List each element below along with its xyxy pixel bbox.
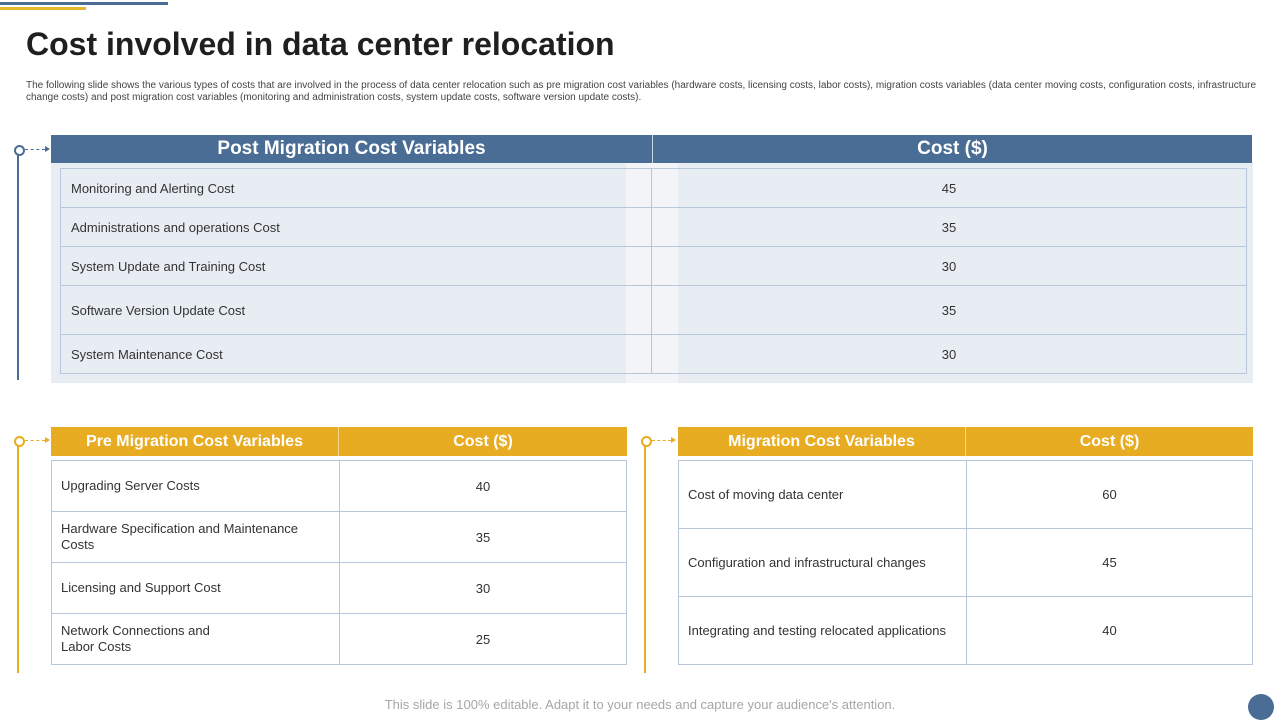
timeline-line-gold-right [644,441,646,673]
top-accent-bar-blue [0,2,168,5]
pre-migration-body [51,460,627,665]
table-row [679,529,1252,597]
post-migration-header-variable: Post Migration Cost Variables [51,135,653,163]
cost-value-cell: 30 [941,258,957,274]
cost-variable-cell: Licensing and Support Cost [52,563,340,613]
cost-variable-cell: Monitoring and Alerting Cost [61,169,652,207]
migration-header-cost: Cost ($) [1079,432,1140,450]
cost-variable-cell: Upgrading Server Costs [52,461,340,511]
timeline-dot-gold-right [641,436,652,447]
connector-arrow-gold-left [45,437,50,443]
migration-table [678,427,1253,665]
timeline-line-blue [17,150,19,380]
pre-migration-header-variable: Pre Migration Cost Variables [51,427,339,456]
table-row [61,335,1246,373]
cost-value-cell: 60 [1102,487,1117,502]
table-row [61,286,1246,335]
cost-value-cell: 25 [475,631,491,647]
cost-variable-cell: System Maintenance Cost [61,335,652,373]
cost-variable-cell: Network Connections and Labor Costs [52,614,340,664]
pre-migration-table [51,427,627,665]
table-row [52,512,626,563]
cost-value-cell: 30 [475,580,491,596]
cost-variable-cell: Software Version Update Cost [61,286,652,334]
connector-arrow-blue [45,146,50,152]
table-row [52,563,626,614]
cost-value-cell: 35 [941,302,957,318]
table-row [61,208,1246,247]
timeline-dot-blue [14,145,25,156]
cost-value-cell: 45 [1102,555,1117,570]
table-row [61,247,1246,286]
pre-migration-header [51,427,627,456]
migration-body [678,460,1253,665]
cost-value-cell: 40 [1102,623,1117,638]
migration-header [678,427,1253,456]
top-accent-bar-gold [0,7,86,10]
cost-variable-cell: Integrating and testing relocated applications [679,597,967,664]
cost-variable-cell: Administrations and operations Cost [61,208,652,246]
table-row [679,597,1252,664]
connector-arrow-gold-right [671,437,676,443]
slide-description: The following slide shows the various types of costs that are involved in the process of data center relocation such as pre migration cost variables (hardware costs, licensing costs, labor costs), migration costs variables (data center moving costs, configuration costs, infrastructure change costs) and post migration cost variables (monitoring and administration costs, system update costs, software version update costs). [26,80,1257,103]
cost-value-cell: 40 [475,478,491,494]
cost-value-cell: 45 [941,180,957,196]
table-row [61,169,1246,208]
post-migration-header [51,135,1252,163]
cost-variable-cell: Configuration and infrastructural changes [679,529,967,596]
page-title: Cost involved in data center relocation [26,26,615,62]
table-row [52,614,626,664]
timeline-dot-gold-left [14,436,25,447]
post-migration-header-cost: Cost ($) [917,138,988,159]
table-row [679,461,1252,529]
pre-migration-header-cost: Cost ($) [453,432,513,450]
connector-dash-gold-left [25,440,45,441]
timeline-line-gold-left [17,441,19,673]
connector-dash-blue [25,149,45,150]
cost-value-cell: 35 [941,219,957,235]
footer-note: This slide is 100% editable. Adapt it to your needs and capture your audience's attention. [384,697,896,712]
corner-circle-decoration [1248,694,1274,720]
cost-variable-cell: System Update and Training Cost [61,247,652,285]
cost-variable-cell: Cost of moving data center [679,461,967,528]
cost-variable-cell: Hardware Specification and Maintenance Costs [52,512,340,562]
table-row [52,461,626,512]
post-migration-table [60,168,1247,374]
cost-value-cell: 30 [941,346,957,362]
cost-value-cell: 35 [475,529,491,545]
migration-header-variable: Migration Cost Variables [678,427,966,456]
connector-dash-gold-right [652,440,671,441]
